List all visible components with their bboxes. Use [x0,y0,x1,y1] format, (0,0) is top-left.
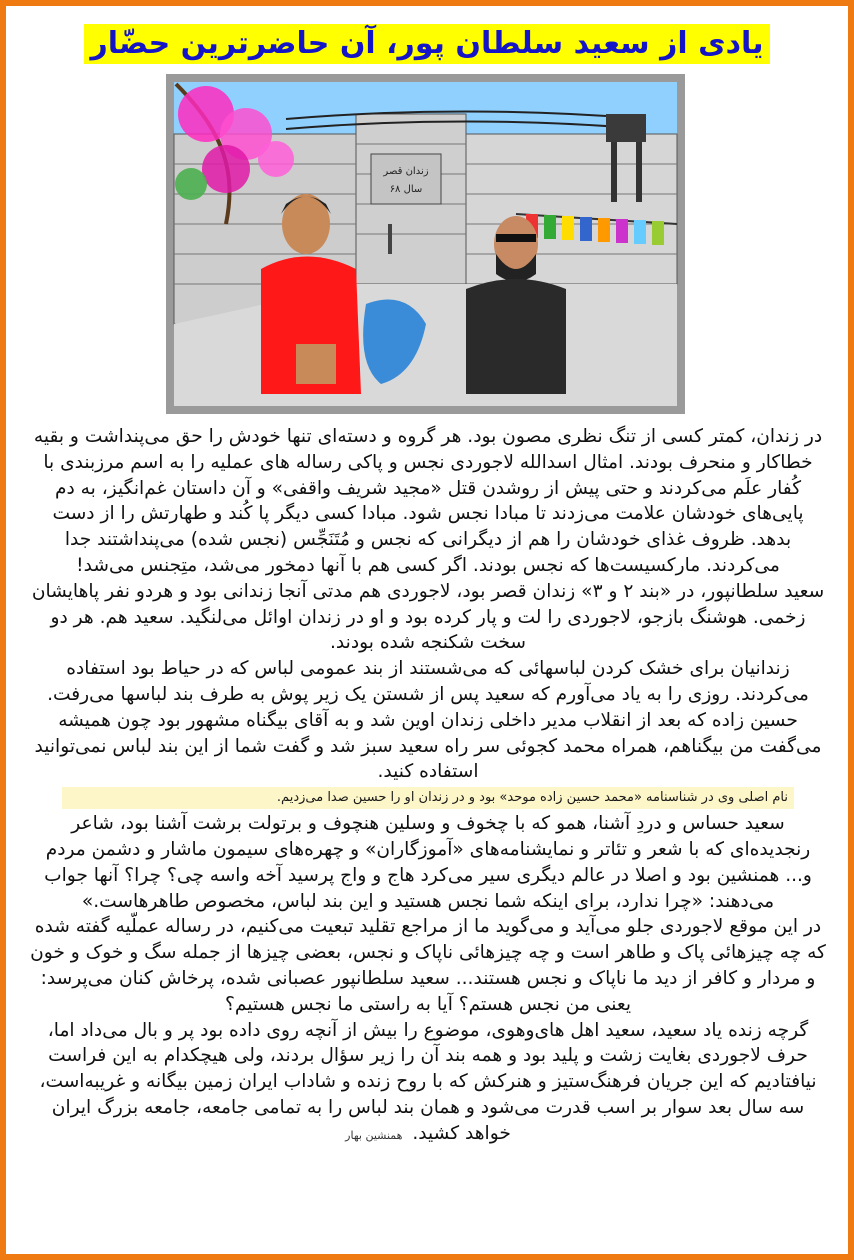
footnote-box: نام اصلی وی در شناسنامه «محمد حسین زاده موحد» بود و در زندان او را حسین صدا می‌زدیم. [62,787,794,809]
paragraph: زندانیان برای خشک کردن لباسهائی که می‌شستند از بند عمومی لباس که در حیاط بود استفاده می‌کردند. روزی را به یاد می‌آورم که سعید پس از شستن یک زیر پوش به طرف بند لباسها می‌رفت. حسین زاده که بعد از انقلاب مدیر داخلی زندان اوین شد و به آقای بیگناه مشهور بود چون همیشه می‌گفت من بیگناهم، همراه محمد کجوئی سر راه سعید سبز شد و گفت شما از این بند لباس نمی‌توانید استفاده کنید. [34,658,822,783]
article-title: یادی از سعید سلطان پور، آن حاضرترین حضّار [84,24,769,64]
paragraph: در زندان، کمتر کسی از تنگ نظری مصون بود. هر گروه و دسته‌ای تنها خودش را حق می‌پنداشت و بقیه خطاکار و منحرف بودند. امثال اسدالله لاجوردی نجس و پاکی رساله های عملیه را به اسم مرزبندی با کُفار علَم می‌کردند و حتی پیش از روشدن قتل «مجید شریف واقفی» و آن داستان غم‌انگیز، به دم پایی‌های خودشان علامت می‌زدند تا مبادا نجس شود. مبادا کسی دیگر پا کُند و طهارتش را از دست بدهد. ظروف غذای خودشان را هم از دیگرانی که نجس و مُتَنَجِّس (نجس شده) می‌پنداشتند جدا می‌کردند. مارکسیست‌ها که نجس بودند. اگر کسی هم با آنها دمخور می‌شد، متِجنس می‌شد! [33,426,823,576]
paragraph: سعید سلطانپور، در «بند ۲ و ۳» زندان قصر بود، لاجوردی هم مدتی آنجا زندانی بود و هردو نفر پاهایشان زخمی. هوشنگ بازجو، لاجوردی را لت و پار کرده بود و او در زندان اوائل می‌لنگید. سعید هم. هر دو سخت شکنجه شده بودند. [31,580,825,654]
svg-text:زندان قصر: زندان قصر [383,166,429,177]
title-wrap [6,24,848,64]
author-signature: همنشین بهار [345,1128,403,1142]
paragraph: یعنی من نجس هستم؟ آیا به راستی ما نجس هستیم؟ [224,993,632,1015]
svg-text:سال ۶۸: سال ۶۸ [389,184,423,195]
paragraph-text: گرچه زنده یاد سعید، سعید اهل های‌وهوی، موضوع را بیش از آنچه روی داده بود پر و بال می‌داد اما، حرف لاجوردی بغایت زشت و پلید بود و همه بند آن را زیر سؤال بردند، ولی هیچکدام به این فراست نیافتادیم که این جریان فرهنگ‌ستیز و هنرکش که با روح زنده و شاداب ایران زمین بیگانه و غریبه‌است، سه سال بعد سوار بر اسب قدرت می‌شود و همان بند لباس را به تمامی جامعه، جامعه بزرگ ایران خواهد کشید. [39,1019,817,1144]
paragraph [30,1018,826,1149]
paragraph: سعید حساس و دردِ آشنا، همو که با چخوف و وسلین هنچوف و برتولت برشت آشنا بود، شاعر رنجدیده‌ای که با شعر و تئاتر و نمایشنامه‌های «آموزگاران» و چهره‌های سیمون ماشار و دشمن مردم و... همنشین بود و اصلا در عالم دیگری سیر می‌کرد هاج و واج پرسید آخه واسه چی؟ چرا؟ آنها جواب می‌دهند: «چرا ندارد، برای اینکه شما نجس هستید و این بند لباس، مخصوص طاهرهاست.» [44,813,812,912]
prison-illustration [166,74,685,414]
paragraph: در این موقع لاجوردی جلو می‌آید و می‌گوید ما از مراجع تقلید تبعیت می‌کنیم، در رساله عملّیه گفته شده که چه چیزهائی پاک و طاهر است و چه چیزهائی ناپاک و نجس، بعضی چیزها از جمله سگ و خوک و خون و مردار و کافر از دید ما ناپاک و نجس هستند... سعید سلطانپور عصبانی شده، پرخاش کنان می‌پرسد: [30,916,826,989]
article-body [30,424,826,1149]
